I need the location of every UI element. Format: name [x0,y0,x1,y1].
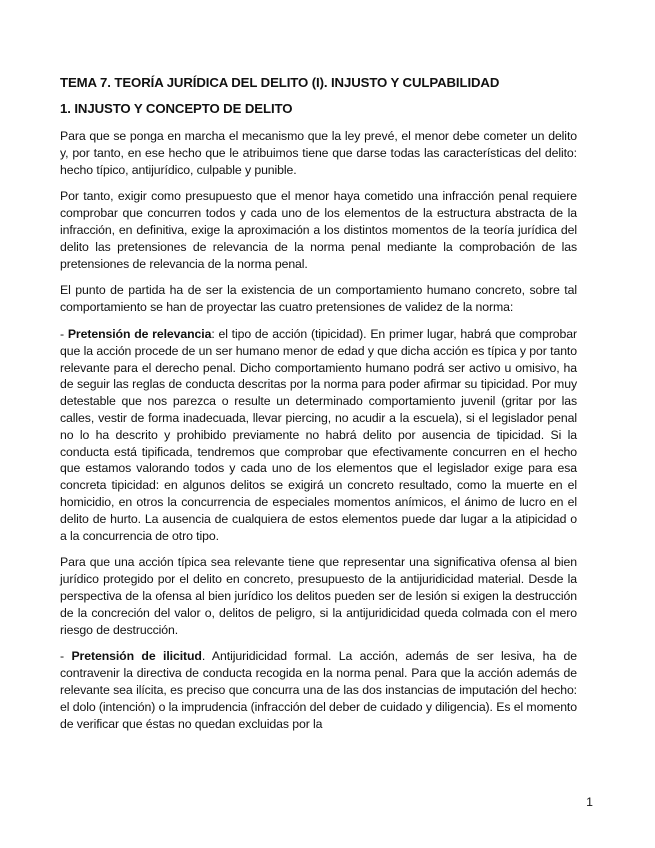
paragraph-ilicitud [60,648,577,732]
list-dash: - [60,649,72,664]
paragraph: El punto de partida ha de ser la existencia de un comportamiento humano concreto, sobre tal comportamiento se han de proyectar las cuatro pretensiones de validez de la norma: [60,283,577,315]
document-title: TEMA 7. TEORÍA JURÍDICA DEL DELITO (I). INJUSTO Y CULPABILIDAD [60,75,500,90]
paragraph: Por tanto, exigir como presupuesto que el menor haya cometido una infracción penal requiere comprobar que concurren todos y cada uno de los elementos de la estructura abstracta de la infracción, en definitiva, exige la aproximación a los distintos momentos de la teoría jurídica del delito las pretensiones de relevancia de la norma penal mediante la comprobación de las pretensiones de relevancia de la norma penal. [60,189,577,271]
paragraph: Para que se ponga en marcha el mecanismo que la ley prevé, el menor debe cometer un delito y, por tanto, en ese hecho que le atribuimos tiene que darse todas las características del delito: hecho típico, antijurídico, culpable y punible. [60,129,577,177]
paragraph: Para que una acción típica sea relevante tiene que representar una significativa ofensa al bien jurídico protegido por el delito en concreto, presupuesto de la antijuridicidad material. Desde la perspectiva de la ofensa al bien jurídico los delitos pueden ser de lesión si exigen la destrucción de la concreción del valor o, delitos de peligro, si la antijuridicidad queda colmada con el mero riesgo de destrucción. [60,555,577,637]
page-number: 1 [586,795,593,809]
term-relevancia: Pretensión de relevancia [67,326,212,341]
document-page [60,74,577,742]
list-dash: - [60,326,68,341]
paragraph-text: . Antijuridicidad formal. La acción, además de ser lesiva, ha de contravenir la directiva de conducta recogida en la norma penal. Para que la acción además de relevante sea ilícita, es preciso que concurra una de las dos instancias de imputación del hecho: el dolo (intención) o la imprudencia (infracción del deber de cuidado y diligencia). Es el momento de verificar que éstas no quedan excluidas por la [60,649,578,731]
section-heading: 1. INJUSTO Y CONCEPTO DE DELITO [60,101,293,116]
paragraph-text: : el tipo de acción (tipicidad). En primer lugar, habrá que comprobar que la acción procede de un ser humano menor de edad y que dicha acción es típica y por tanto relevante para el derecho penal. Dicho comportamiento humano podrá ser activo u omisivo, ha de seguir las reglas de conducta descritas por la norma para poder afirmar su tipicidad. Por muy detestable que nos parezca o resulte un determinado comportamiento juvenil (gritar por las calles, vestir de forma inadecuada, llevar piercing, no acudir a la escuela), si el legislador penal no lo ha descrito y prohibido previamente no habrá delito por ausencia de tipicidad. Si la conducta está tipificada, tendremos que comprobar que efectivamente concurren en el hecho que estamos valorando todos y cada uno de los elementos que el legislador exige para esa concreta tipicidad: en algunos delitos se exigirá un concreto resultado, como la muerte en el homicidio, en otros la concurrencia de especiales momentos anímicos, el ánimo de lucro en el delito de hurto. La ausencia de cualquiera de estos elementos puede dar lugar a la atipicidad o a la concurrencia de otro tipo. [60,326,578,543]
term-ilicitud: Pretensión de ilicitud [71,649,202,664]
paragraph-relevancia [60,326,577,544]
